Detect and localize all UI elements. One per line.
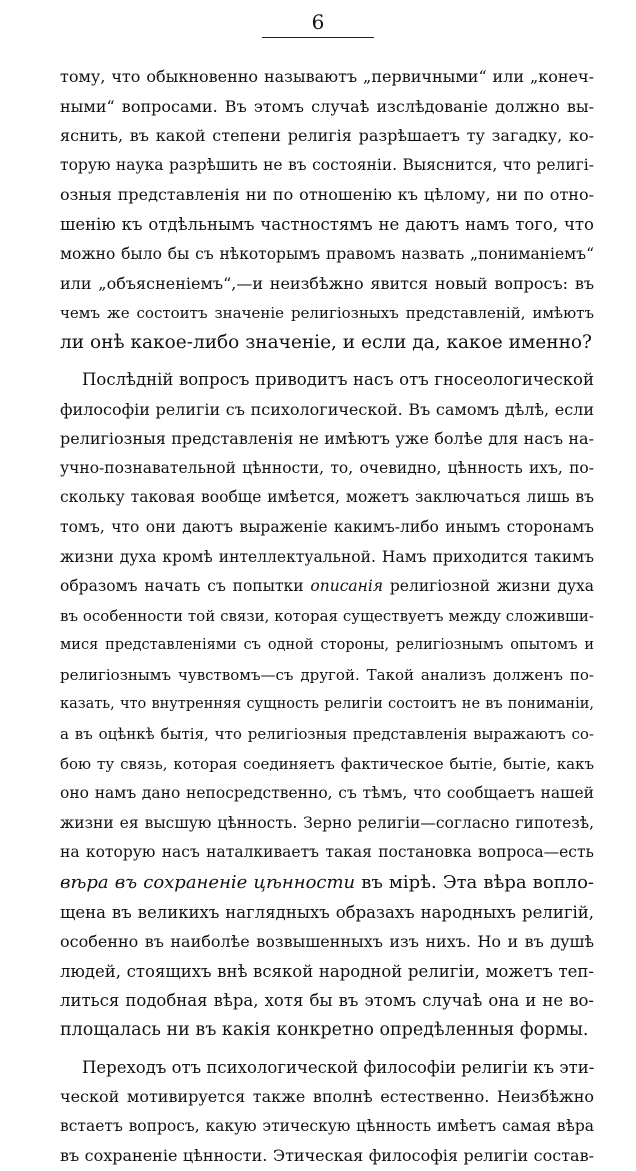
text-line: [60, 868, 594, 898]
text-line: яснить, въ какой степени религія разрѣшаетъ ту загадку, ко-: [60, 126, 594, 146]
paragraph-2: [60, 365, 594, 1046]
text-line: Переходъ отъ психологической философіи религіи къ эти-: [82, 1057, 594, 1077]
text-line: а въ оцѣнкѣ бытія, что религіозныя представленія выражаютъ со-: [60, 725, 594, 744]
text-line: встаетъ вопросъ, какую этическую цѣнность имѣетъ самая вѣра: [60, 1116, 594, 1135]
text-line: скольку таковая вообще имѣется, можетъ заключаться лишь въ: [60, 488, 594, 507]
text-line: [60, 572, 594, 602]
text-line: томъ, что они даютъ выраженіе какимъ-либо инымъ сторонамъ: [60, 517, 594, 536]
page-body: [60, 62, 594, 1171]
text-line: чемъ же состоитъ значеніе религіозныхъ представленій, имѣютъ: [60, 303, 594, 322]
paragraph-1: [60, 62, 594, 358]
text-line: тому, что обыкновенно называютъ „первичными“ или „конеч-: [60, 67, 594, 86]
text-line: мися представленіями съ одной стороны, религіознымъ опытомъ и: [60, 637, 594, 654]
text-line: ными“ вопросами. Въ этомъ случаѣ изслѣдованіе должно вы-: [60, 96, 594, 116]
italic-emphasis: описанія: [310, 577, 384, 596]
text-line: особенно въ наиболѣе возвышенныхъ изъ нихъ. Но и въ душѣ: [60, 932, 594, 952]
text-line: религіознымъ чувствомъ—съ другой. Такой анализъ долженъ по-: [60, 665, 594, 684]
page-number: 6: [311, 10, 325, 34]
text-line: философіи религіи съ психологической. Въ самомъ дѣлѣ, если: [60, 399, 594, 419]
text-line: ческой мотивируется также вполнѣ естественно. Неизбѣжно: [60, 1087, 594, 1107]
text-line: площалась ни въ какія конкретно опредѣленныя формы.: [60, 1020, 589, 1040]
text-line: оно намъ дано непосредственно, съ тѣмъ, что сообщаетъ нашей: [60, 784, 594, 803]
text-line: людей, стоящихъ внѣ всякой народной религіи, можетъ теп-: [60, 961, 594, 981]
text-line: шенію къ отдѣльнымъ частностямъ не даютъ намъ того, что: [60, 214, 594, 234]
paragraph-gap: [60, 1046, 594, 1053]
text-segment: образомъ начать съ попытки: [60, 577, 311, 596]
text-line: религіозныя представленія не имѣютъ уже болѣе для насъ на-: [60, 429, 594, 449]
text-line: или „объясненіемъ“,—и неизбѣжно явится новый вопросъ: въ: [60, 274, 594, 294]
text-segment: въ мірѣ. Эта вѣра вопло-: [355, 872, 594, 894]
text-line: жизни ея высшую цѣнность. Зерно религіи—согласно гипотезѣ,: [60, 813, 594, 832]
paragraph-3: [60, 1053, 594, 1171]
text-line: въ особенности той связи, которая существуетъ между сложивши-: [60, 606, 594, 625]
text-line: учно-познавательной цѣнности, то, очевидно, цѣнность ихъ, по-: [60, 458, 594, 477]
text-line: жизни духа кромѣ интеллектуальной. Намъ приходится такимъ: [60, 547, 594, 566]
header-rule: [262, 37, 374, 38]
italic-emphasis: вѣра въ сохраненіе цѣнности: [60, 872, 356, 894]
text-line: литься подобная вѣра, хотя бы въ этомъ случаѣ она и не во-: [60, 991, 594, 1011]
text-line: щена въ великихъ наглядныхъ образахъ народныхъ религій,: [60, 902, 594, 922]
text-line: казать, что внутренняя сущность религіи состоитъ не въ пониманіи,: [60, 696, 594, 713]
text-line: можно было бы съ нѣкоторымъ правомъ назвать „пониманіемъ“: [60, 244, 594, 263]
text-line: въ сохраненіе цѣнности. Этическая философія религіи состав-: [60, 1146, 594, 1166]
text-line: озныя представленія ни по отношенію къ цѣлому, ни по отно-: [60, 185, 594, 205]
text-line: ли онѣ какое-либо значеніе, и если да, какое именно?: [60, 332, 592, 354]
text-line: торую наука разрѣшить не въ состояніи. Выяснится, что религі-: [60, 155, 594, 174]
paragraph-gap: [60, 358, 594, 365]
text-line: на которую насъ наталкиваетъ такая постановка вопроса—есть: [60, 843, 594, 862]
text-line: бою ту связь, которая соединяетъ фактическое бытіе, бытіе, какъ: [60, 754, 594, 773]
text-segment: религіозной жизни духа: [383, 577, 594, 596]
text-line: Послѣдній вопросъ приводитъ насъ отъ гносеологической: [82, 369, 594, 389]
